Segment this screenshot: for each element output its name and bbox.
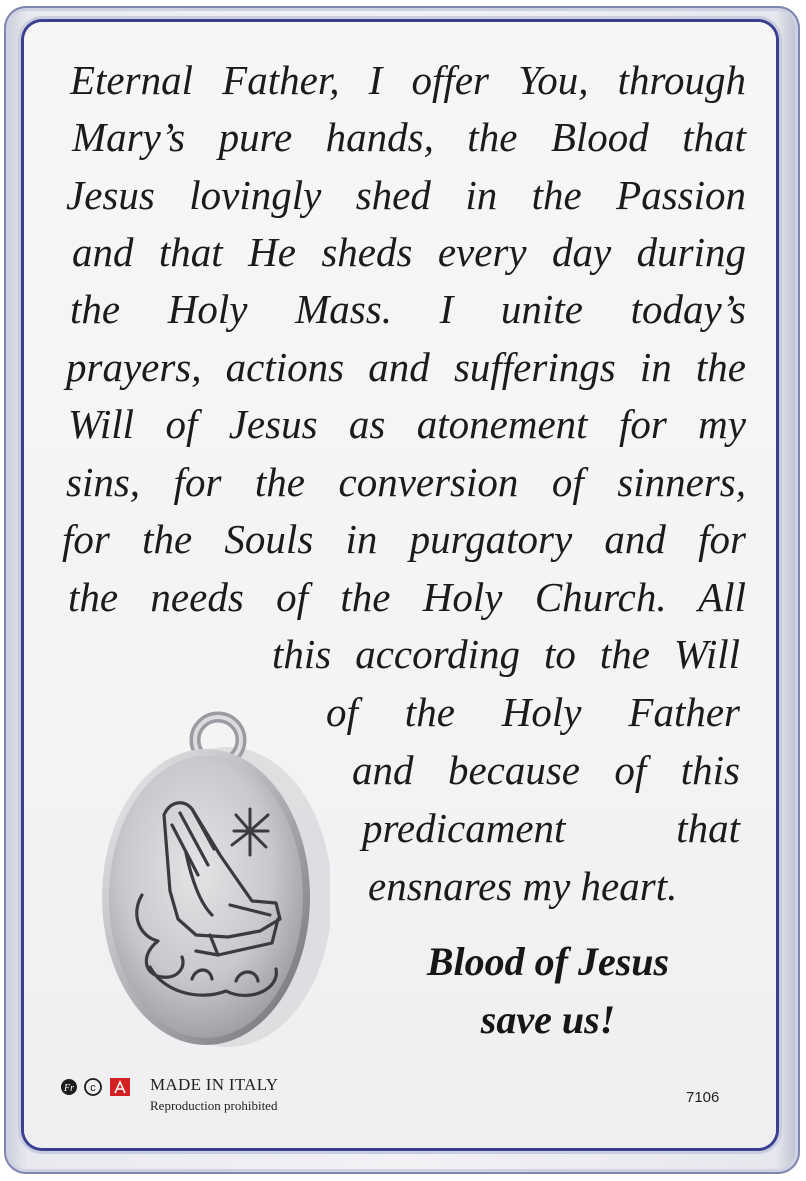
blessing-line-1: Blood of Jesus: [426, 939, 670, 984]
prayer-line: this according to the Will: [272, 631, 740, 677]
praying-hands-medal: [100, 705, 330, 1050]
reproduction-notice: Reproduction prohibited: [150, 1098, 278, 1113]
blessing-line-2: save us!: [480, 997, 616, 1042]
prayer-line: sins, for the conversion of sinners,: [66, 459, 746, 505]
prayer-line: Eternal Father, I offer You, through: [70, 57, 746, 103]
footer-logos: [60, 1076, 146, 1098]
product-code: 7106: [686, 1089, 720, 1106]
red-brand-logo-icon: [110, 1078, 130, 1096]
prayer-line: the Holy Mass. I unite today’s: [70, 286, 746, 332]
prayer-line: and because of this: [352, 747, 740, 793]
prayer-line: predicament that: [362, 805, 740, 851]
publisher-logo-icon: [61, 1079, 77, 1095]
prayer-line: for the Souls in purgatory and for: [62, 516, 746, 562]
prayer-line: ensnares my heart.: [368, 863, 678, 909]
prayer-line: of the Holy Father: [326, 689, 740, 735]
svg-text:c: c: [90, 1082, 96, 1094]
prayer-line: Will of Jesus as atonement for my: [68, 401, 746, 447]
prayer-line: Jesus lovingly shed in the Passion: [66, 172, 746, 218]
prayer-line: Mary’s pure hands, the Blood that: [72, 114, 746, 160]
medal-graphic: [100, 705, 330, 1050]
made-in-italy: MADE IN ITALY: [150, 1075, 279, 1094]
svg-text:Fr: Fr: [64, 1083, 74, 1094]
prayer-line: the needs of the Holy Church. All: [68, 574, 746, 620]
prayer-line: and that He sheds every day during: [72, 229, 746, 275]
prayer-line: prayers, actions and sufferings in the: [66, 344, 746, 390]
copyright-icon: [85, 1079, 101, 1095]
